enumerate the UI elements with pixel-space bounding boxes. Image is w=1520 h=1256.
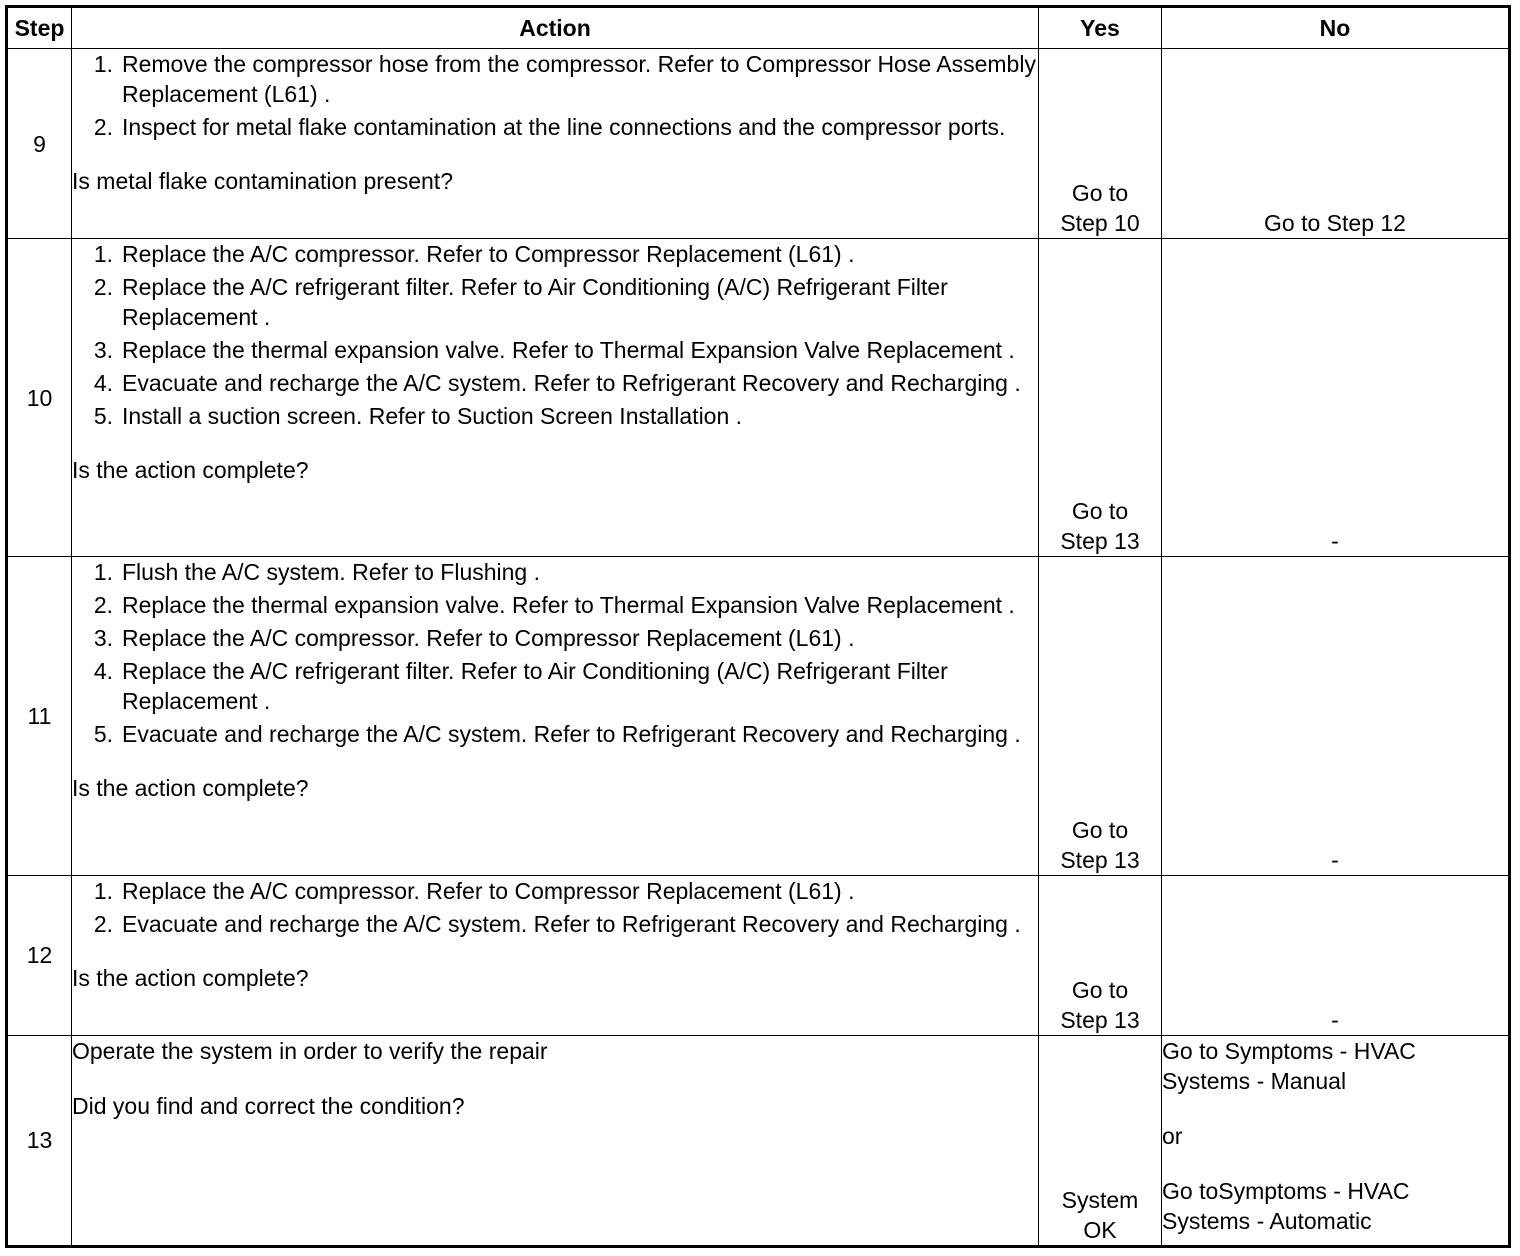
list-item: 2. Evacuate and recharge the A/C system. Refer to Refrigerant Recovery and Recharging . [93, 910, 1021, 937]
step-number: 10 [7, 239, 72, 557]
yes-line: OK [1083, 1217, 1117, 1243]
no-cell [1162, 1035, 1510, 1246]
yes-cell [1039, 49, 1162, 239]
yes-line: Step 13 [1060, 1006, 1140, 1033]
question-text: Is metal flake contamination present? [72, 168, 453, 194]
header-yes: Yes [1039, 7, 1162, 49]
list-item: 5. Install a suction screen. Refer to Suction Screen Installation . [93, 403, 743, 430]
action-list [72, 49, 1038, 142]
no-reference-automatic: Go toSymptoms - HVAC Systems - Automatic [1162, 1177, 1410, 1234]
table-row [7, 49, 1510, 239]
step-number: 12 [7, 875, 72, 1035]
question-text: Is the action complete? [72, 457, 309, 484]
action-list [72, 557, 1038, 749]
action-text: Operate the system in order to verify the repair [72, 1037, 548, 1064]
yes-line: Go to [1071, 976, 1129, 1003]
action-cell [72, 557, 1039, 875]
action-cell [72, 49, 1039, 239]
header-action: Action [72, 7, 1039, 49]
no-cell: Go to Step 12 [1162, 49, 1510, 239]
list-item: 2. Replace the thermal expansion valve. Refer to Thermal Expansion Valve Replacement . [93, 592, 1015, 619]
header-no: No [1162, 7, 1510, 49]
no-reference-manual: Go to Symptoms - HVAC Systems - Manual [1162, 1037, 1416, 1094]
table-row [7, 875, 1510, 1035]
yes-line: Step 10 [1060, 210, 1140, 237]
action-cell [72, 239, 1039, 557]
action-list [72, 876, 1038, 939]
yes-line: System [1061, 1187, 1139, 1213]
yes-cell [1039, 875, 1162, 1035]
question-text: Did you find and correct the condition? [72, 1092, 465, 1119]
list-item: 1. Remove the compressor hose from the compressor. Refer to Compressor Hose Assembly Replacement (L61) . [93, 51, 1036, 107]
list-item: 1. Flush the A/C system. Refer to Flushing . [93, 559, 540, 586]
list-item: 2. Inspect for metal flake contamination at the line connections and the compressor ports. [93, 114, 1006, 140]
yes-line: Go to [1071, 498, 1129, 525]
list-item: 4. Replace the A/C refrigerant filter. Refer to Air Conditioning (A/C) Refrigerant Filter Replacement . [93, 658, 948, 715]
list-item: 4. Evacuate and recharge the A/C system. Refer to Refrigerant Recovery and Recharging . [93, 370, 1021, 397]
yes-cell [1039, 557, 1162, 875]
list-item: 2. Replace the A/C refrigerant filter. Refer to Air Conditioning (A/C) Refrigerant Filter Replacement . [93, 274, 948, 331]
list-item: 1. Replace the A/C compressor. Refer to Compressor Replacement (L61) . [93, 241, 855, 268]
action-cell [72, 875, 1039, 1035]
question-text: Is the action complete? [72, 964, 309, 991]
no-cell: - [1162, 875, 1510, 1035]
header-step: Step [7, 7, 72, 49]
table-row [7, 1035, 1510, 1246]
header-row [7, 7, 1510, 49]
list-item: 3. Replace the thermal expansion valve. Refer to Thermal Expansion Valve Replacement . [93, 337, 1015, 364]
step-number: 9 [7, 49, 72, 239]
yes-line: Step 13 [1060, 528, 1140, 555]
no-or-text: or [1162, 1122, 1183, 1149]
no-cell: - [1162, 239, 1510, 557]
action-cell [72, 1035, 1039, 1246]
question-text: Is the action complete? [72, 775, 309, 802]
diagnostic-table [5, 5, 1511, 1248]
yes-line: Go to [1071, 816, 1129, 843]
action-list [72, 239, 1038, 431]
step-number: 13 [7, 1035, 72, 1246]
list-item: 3. Replace the A/C compressor. Refer to Compressor Replacement (L61) . [93, 625, 855, 652]
no-cell: - [1162, 557, 1510, 875]
list-item: 1. Replace the A/C compressor. Refer to Compressor Replacement (L61) . [93, 877, 855, 904]
table-row [7, 239, 1510, 557]
yes-line: Step 13 [1060, 846, 1140, 873]
list-item: 5. Evacuate and recharge the A/C system. Refer to Refrigerant Recovery and Recharging . [93, 721, 1021, 748]
yes-cell [1039, 239, 1162, 557]
step-number: 11 [7, 557, 72, 875]
yes-cell [1039, 1035, 1162, 1246]
table-row [7, 557, 1510, 875]
yes-line: Go to [1071, 180, 1129, 207]
